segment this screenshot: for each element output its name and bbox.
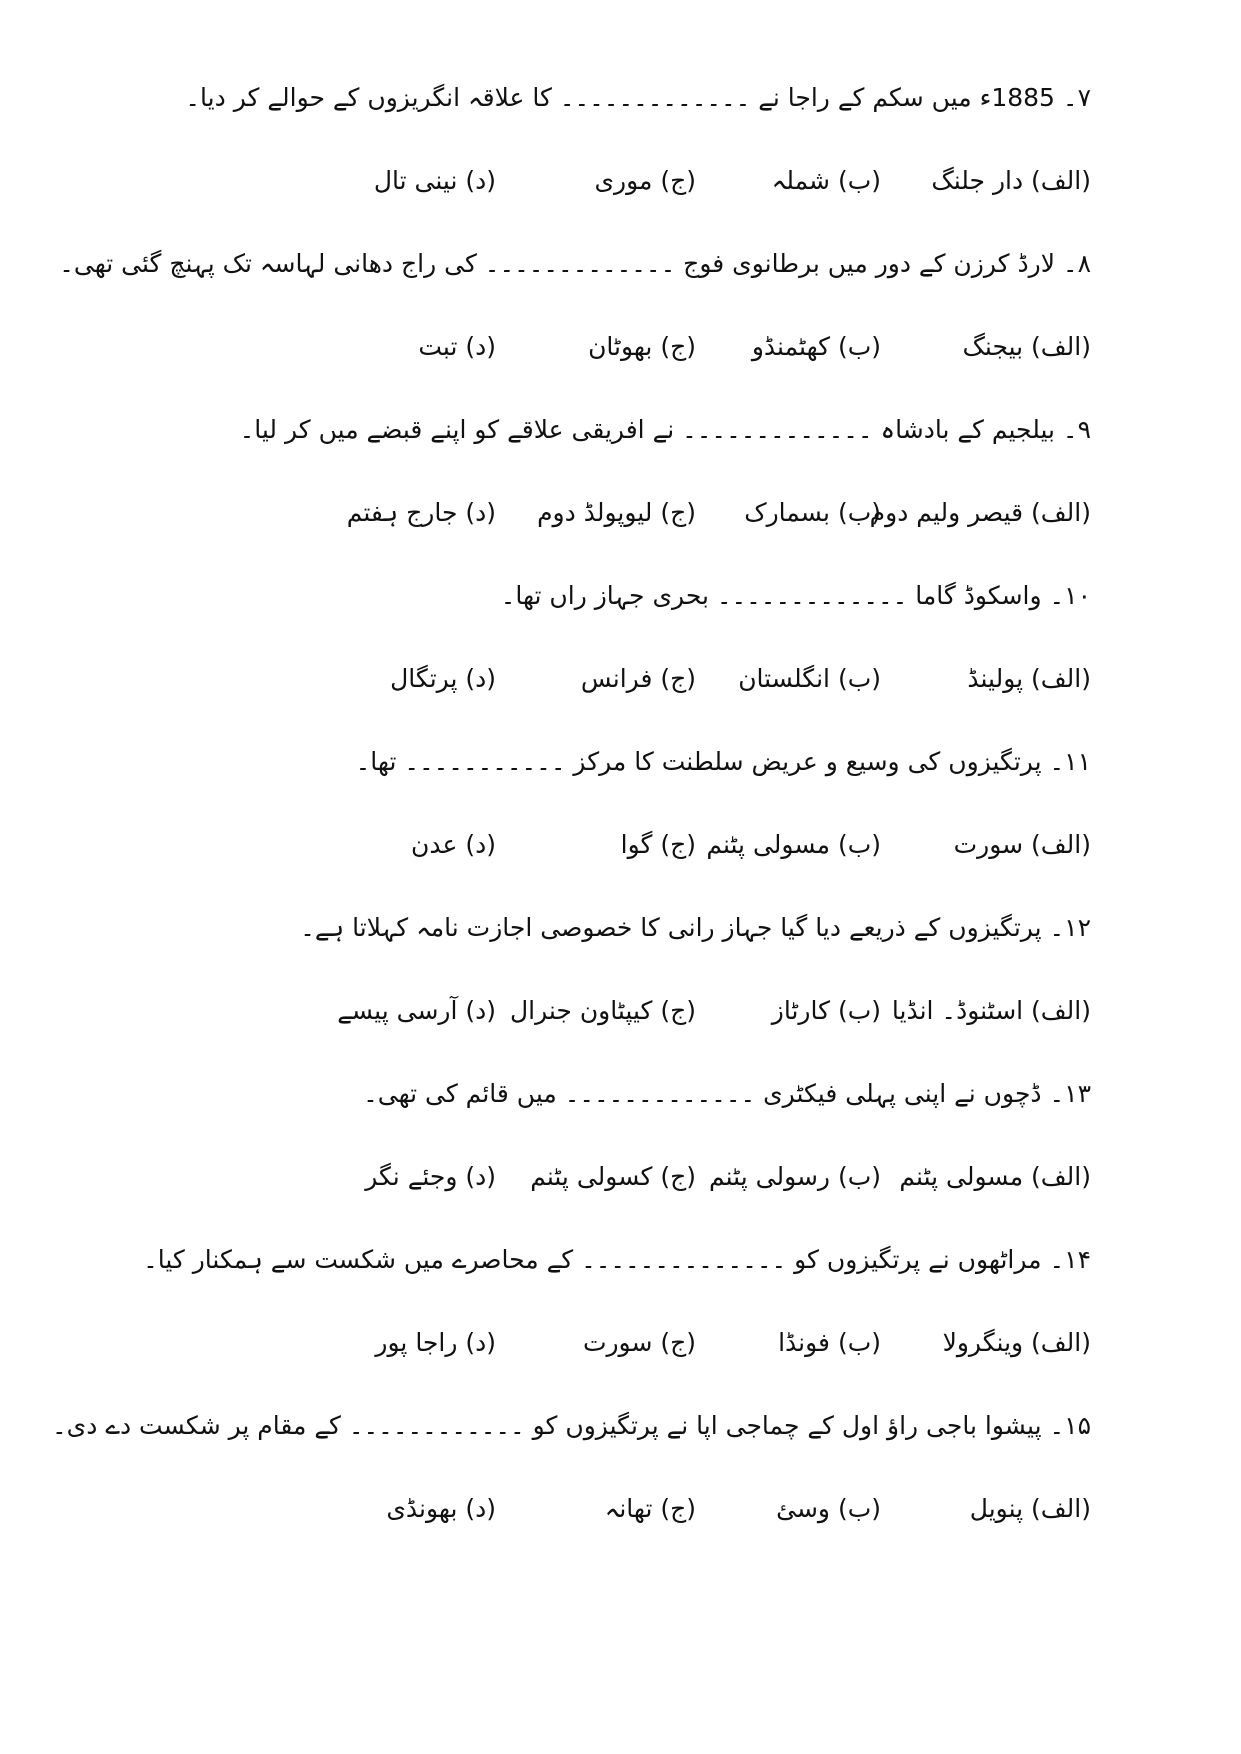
option-c: (ج) کسولی پٹنم (530, 1162, 696, 1191)
option-d: (د) جارج ہفتم (346, 498, 496, 527)
option-a: (الف) مسولی پٹنم (899, 1162, 1091, 1191)
option-a: (الف) سورت (953, 830, 1091, 859)
options-row-15 (371, 1489, 1091, 1529)
options-row-13 (365, 1157, 1091, 1197)
option-c: (ج) فرانس (580, 664, 696, 693)
option-b: (ب) مسولی پٹنم (706, 830, 881, 859)
question-15: ۱۵۔ پیشوا باجی راؤ اول کے چماجی اپا نے پرتگیزوں کو ۔۔۔۔۔۔۔۔۔۔۔۔ کے مقام پر شکست دے دی۔ (52, 1411, 1091, 1440)
option-b: (ب) کارٹاز (771, 996, 881, 1025)
options-row-8 (371, 327, 1091, 367)
option-d: (د) راجا پور (375, 1328, 496, 1357)
option-c: (ج) گوا (620, 830, 696, 859)
option-a: (الف) دار جلنگ (931, 166, 1091, 195)
option-a: (الف) وینگرولا (942, 1328, 1091, 1357)
option-b: (ب) وسئ (776, 1494, 881, 1523)
option-d: (د) وجئے نگر (365, 1162, 496, 1191)
option-d: (د) نینی تال (373, 166, 496, 195)
question-8: ۸۔ لارڈ کرزن کے دور میں برطانوی فوج ۔۔۔۔۔۔۔۔۔۔۔۔۔ کی راج دھانی لہاسہ تک پہنچ گئی تھی۔ (59, 249, 1091, 278)
question-12: ۱۲۔ پرتگیزوں کے ذریعے دیا گیا جہاز رانی کا خصوصی اجازت نامہ کہلاتا ہے۔ (300, 913, 1091, 942)
option-b: (ب) انگلستان (738, 664, 881, 693)
option-c: (ج) موری (594, 166, 696, 195)
option-d: (د) عدن (411, 830, 496, 859)
question-9: ۹۔ بیلجیم کے بادشاہ ۔۔۔۔۔۔۔۔۔۔۔۔۔ نے افریقی علاقے کو اپنے قبضے میں کر لیا۔ (239, 415, 1091, 444)
option-d: (د) آرسی پیسے (337, 996, 496, 1025)
question-10: ۱۰۔ واسکوڈ گاما ۔۔۔۔۔۔۔۔۔۔۔۔۔ بحری جہاز راں تھا۔ (500, 581, 1091, 610)
option-b: (ب) شملہ (771, 166, 881, 195)
question-14: ۱۴۔ مراٹھوں نے پرتگیزوں کو ۔۔۔۔۔۔۔۔۔۔۔۔۔۔ کے محاصرے میں شکست سے ہمکنار کیا۔ (143, 1245, 1091, 1274)
option-b: (ب) کھٹمنڈو (751, 332, 881, 361)
option-c: (ج) بھوٹان (588, 332, 696, 361)
option-d: (د) تبت (418, 332, 496, 361)
options-row-9 (346, 493, 1091, 533)
option-c: (ج) تھانہ (604, 1494, 696, 1523)
options-row-12 (337, 991, 1091, 1031)
option-a: (الف) اسٹنوڈ۔ انڈیا (891, 996, 1091, 1025)
option-d: (د) پرتگال (390, 664, 496, 693)
option-a: (الف) قیصر ولیم دوم (869, 498, 1091, 527)
option-b: (ب) فونڈا (778, 1328, 881, 1357)
question-7: ۷۔ 1885ء میں سکم کے راجا نے ۔۔۔۔۔۔۔۔۔۔۔۔۔ کا علاقہ انگریزوں کے حوالے کر دیا۔ (185, 83, 1091, 112)
option-a: (الف) پنویل (969, 1494, 1091, 1523)
option-c: (ج) کیپٹاون جنرال (509, 996, 696, 1025)
option-c: (ج) سورت (582, 1328, 696, 1357)
option-a: (الف) پولینڈ (967, 664, 1091, 693)
option-b: (ب) بسمارک (744, 498, 881, 527)
options-row-7 (371, 161, 1091, 201)
option-c: (ج) لیوپولڈ دوم (537, 498, 696, 527)
options-row-14 (371, 1323, 1091, 1363)
option-b: (ب) رسولی پٹنم (708, 1162, 881, 1191)
options-row-10 (371, 659, 1091, 699)
question-13: ۱۳۔ ڈچوں نے اپنی پہلی فیکٹری ۔۔۔۔۔۔۔۔۔۔۔۔۔ میں قائم کی تھی۔ (363, 1079, 1091, 1108)
option-a: (الف) بیجنگ (962, 332, 1091, 361)
option-d: (د) بھونڈی (386, 1494, 496, 1523)
options-row-11 (371, 825, 1091, 865)
question-11: ۱۱۔ پرتگیزوں کی وسیع و عریض سلطنت کا مرکز ۔۔۔۔۔۔۔۔۔۔۔ تھا۔ (355, 747, 1091, 776)
